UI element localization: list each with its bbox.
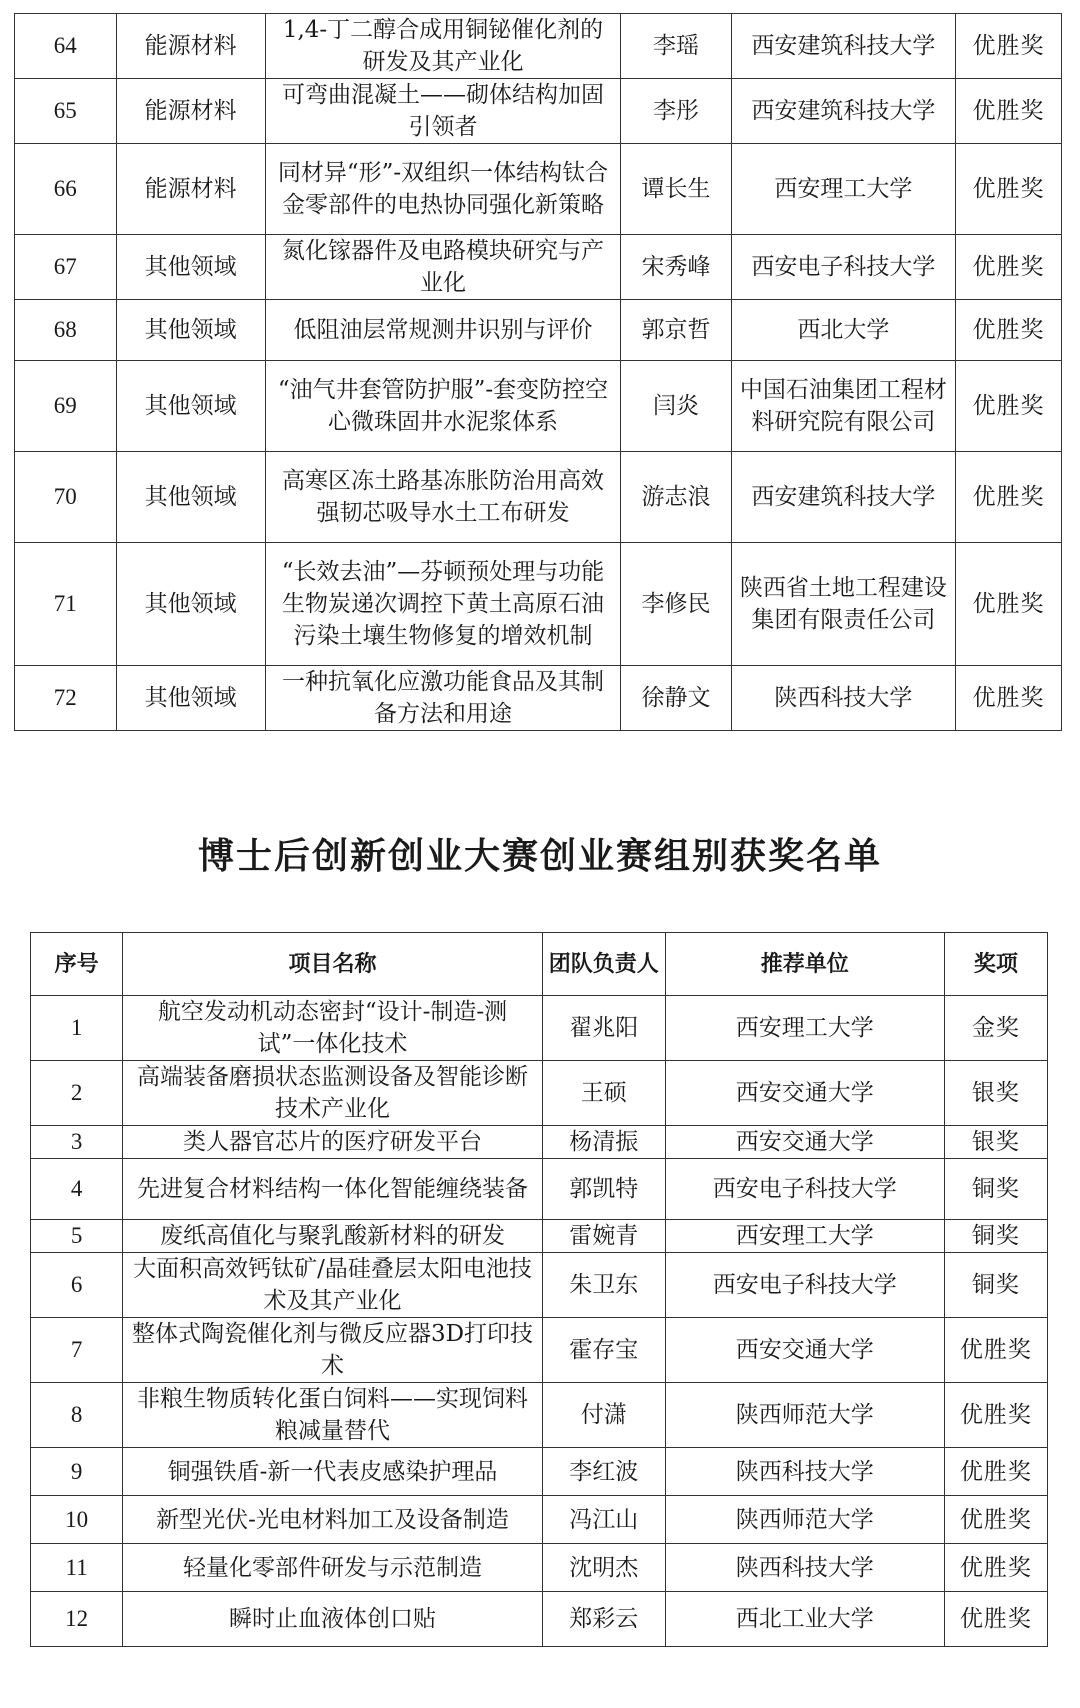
award-cell: 金奖 xyxy=(944,996,1047,1061)
leader-cell: 霍存宝 xyxy=(542,1318,665,1383)
table-row xyxy=(31,996,1048,1061)
unit-cell: 西安建筑科技大学 xyxy=(731,14,955,79)
row-number: 64 xyxy=(15,14,117,79)
award-cell: 优胜奖 xyxy=(944,1544,1047,1592)
table-row xyxy=(31,1383,1048,1448)
leader-cell: 杨清振 xyxy=(542,1126,665,1159)
table-row xyxy=(15,666,1062,731)
row-number: 67 xyxy=(15,235,117,300)
field-cell: 其他领域 xyxy=(116,235,265,300)
award-cell: 银奖 xyxy=(944,1061,1047,1126)
unit-cell: 陕西科技大学 xyxy=(665,1448,944,1496)
row-number: 71 xyxy=(15,543,117,666)
unit-cell: 陕西科技大学 xyxy=(665,1544,944,1592)
project-cell: 氮化镓器件及电路模块研究与产业化 xyxy=(265,235,621,300)
project-cell: 轻量化零部件研发与示范制造 xyxy=(123,1544,543,1592)
table-row xyxy=(15,79,1062,144)
leader-cell: 李红波 xyxy=(542,1448,665,1496)
table-header-row xyxy=(31,933,1048,996)
unit-cell: 陕西科技大学 xyxy=(731,666,955,731)
project-cell: 非粮生物质转化蛋白饲料——实现饲料粮减量替代 xyxy=(123,1383,543,1448)
award-cell: 铜奖 xyxy=(944,1253,1047,1318)
leader-cell: 李瑶 xyxy=(621,14,731,79)
table-row xyxy=(15,361,1062,452)
unit-cell: 西北大学 xyxy=(731,300,955,361)
table-row xyxy=(15,14,1062,79)
row-number: 65 xyxy=(15,79,117,144)
row-number: 8 xyxy=(31,1383,123,1448)
project-cell: 低阻油层常规测井识别与评价 xyxy=(265,300,621,361)
unit-cell: 西北工业大学 xyxy=(665,1592,944,1647)
row-number: 5 xyxy=(31,1220,123,1253)
row-number: 66 xyxy=(15,144,117,235)
award-cell: 优胜奖 xyxy=(944,1448,1047,1496)
project-cell: 铜强铁盾-新一代表皮感染护理品 xyxy=(123,1448,543,1496)
project-cell: 高寒区冻土路基冻胀防治用高效强韧芯吸导水土工布研发 xyxy=(265,452,621,543)
table-row xyxy=(15,543,1062,666)
project-cell: “长效去油”—芬顿预处理与功能生物炭递次调控下黄土高原石油污染土壤生物修复的增效机制 xyxy=(265,543,621,666)
table-row xyxy=(15,452,1062,543)
table-row xyxy=(31,1544,1048,1592)
project-cell: 航空发动机动态密封“设计-制造-测试”一体化技术 xyxy=(123,996,543,1061)
project-cell: 先进复合材料结构一体化智能缠绕装备 xyxy=(123,1159,543,1220)
table-row xyxy=(31,1061,1048,1126)
row-number: 70 xyxy=(15,452,117,543)
project-cell: 同材异“形”-双组织一体结构钛合金零部件的电热协同强化新策略 xyxy=(265,144,621,235)
field-cell: 其他领域 xyxy=(116,361,265,452)
table-row xyxy=(15,300,1062,361)
table-row xyxy=(31,1253,1048,1318)
unit-cell: 西安建筑科技大学 xyxy=(731,452,955,543)
leader-cell: 朱卫东 xyxy=(542,1253,665,1318)
award-cell: 优胜奖 xyxy=(944,1496,1047,1544)
award-cell: 优胜奖 xyxy=(955,666,1061,731)
unit-cell: 西安电子科技大学 xyxy=(731,235,955,300)
header-number: 序号 xyxy=(31,933,123,996)
unit-cell: 陕西省土地工程建设集团有限责任公司 xyxy=(731,543,955,666)
table-row xyxy=(31,1126,1048,1159)
leader-cell: 游志浪 xyxy=(621,452,731,543)
table-row xyxy=(31,1448,1048,1496)
project-cell: “油气井套管防护服”-套变防控空心微珠固井水泥浆体系 xyxy=(265,361,621,452)
leader-cell: 雷婉青 xyxy=(542,1220,665,1253)
unit-cell: 西安交通大学 xyxy=(665,1318,944,1383)
award-cell: 优胜奖 xyxy=(955,452,1061,543)
unit-cell: 中国石油集团工程材料研究院有限公司 xyxy=(731,361,955,452)
field-cell: 能源材料 xyxy=(116,144,265,235)
project-cell: 瞬时止血液体创口贴 xyxy=(123,1592,543,1647)
field-cell: 其他领域 xyxy=(116,300,265,361)
award-cell: 优胜奖 xyxy=(944,1592,1047,1647)
leader-cell: 沈明杰 xyxy=(542,1544,665,1592)
unit-cell: 西安交通大学 xyxy=(665,1126,944,1159)
award-cell: 优胜奖 xyxy=(955,79,1061,144)
field-cell: 其他领域 xyxy=(116,452,265,543)
row-number: 11 xyxy=(31,1544,123,1592)
project-cell: 可弯曲混凝土——砌体结构加固引领者 xyxy=(265,79,621,144)
award-cell: 优胜奖 xyxy=(955,14,1061,79)
unit-cell: 西安理工大学 xyxy=(665,1220,944,1253)
award-cell: 银奖 xyxy=(944,1126,1047,1159)
leader-cell: 王硕 xyxy=(542,1061,665,1126)
leader-cell: 李修民 xyxy=(621,543,731,666)
field-cell: 能源材料 xyxy=(116,14,265,79)
unit-cell: 陕西师范大学 xyxy=(665,1383,944,1448)
leader-cell: 李彤 xyxy=(621,79,731,144)
table-row xyxy=(31,1592,1048,1647)
row-number: 3 xyxy=(31,1126,123,1159)
header-unit: 推荐单位 xyxy=(665,933,944,996)
project-cell: 1,4-丁二醇合成用铜铋催化剂的研发及其产业化 xyxy=(265,14,621,79)
leader-cell: 郑彩云 xyxy=(542,1592,665,1647)
award-cell: 优胜奖 xyxy=(955,235,1061,300)
leader-cell: 冯江山 xyxy=(542,1496,665,1544)
row-number: 7 xyxy=(31,1318,123,1383)
row-number: 12 xyxy=(31,1592,123,1647)
row-number: 2 xyxy=(31,1061,123,1126)
project-cell: 新型光伏-光电材料加工及设备制造 xyxy=(123,1496,543,1544)
row-number: 10 xyxy=(31,1496,123,1544)
row-number: 68 xyxy=(15,300,117,361)
leader-cell: 闫炎 xyxy=(621,361,731,452)
leader-cell: 郭凯特 xyxy=(542,1159,665,1220)
startup-awards-table xyxy=(30,932,1048,1647)
project-cell: 一种抗氧化应激功能食品及其制备方法和用途 xyxy=(265,666,621,731)
award-cell: 优胜奖 xyxy=(955,361,1061,452)
unit-cell: 陕西师范大学 xyxy=(665,1496,944,1544)
row-number: 72 xyxy=(15,666,117,731)
award-cell: 铜奖 xyxy=(944,1159,1047,1220)
unit-cell: 西安建筑科技大学 xyxy=(731,79,955,144)
award-cell: 优胜奖 xyxy=(955,300,1061,361)
unit-cell: 西安电子科技大学 xyxy=(665,1159,944,1220)
project-cell: 废纸高值化与聚乳酸新材料的研发 xyxy=(123,1220,543,1253)
field-cell: 能源材料 xyxy=(116,79,265,144)
project-cell: 类人器官芯片的医疗研发平台 xyxy=(123,1126,543,1159)
section-title: 博士后创新创业大赛创业赛组别获奖名单 xyxy=(197,835,882,877)
table-row xyxy=(31,1318,1048,1383)
project-cell: 高端装备磨损状态监测设备及智能诊断技术产业化 xyxy=(123,1061,543,1126)
leader-cell: 翟兆阳 xyxy=(542,996,665,1061)
award-cell: 优胜奖 xyxy=(955,144,1061,235)
leader-cell: 付潇 xyxy=(542,1383,665,1448)
awards-table-continued xyxy=(14,13,1062,731)
table-row xyxy=(15,144,1062,235)
unit-cell: 西安理工大学 xyxy=(731,144,955,235)
field-cell: 其他领域 xyxy=(116,666,265,731)
award-cell: 铜奖 xyxy=(944,1220,1047,1253)
award-cell: 优胜奖 xyxy=(955,543,1061,666)
award-cell: 优胜奖 xyxy=(944,1383,1047,1448)
row-number: 1 xyxy=(31,996,123,1061)
table-row xyxy=(31,1159,1048,1220)
unit-cell: 西安交通大学 xyxy=(665,1061,944,1126)
field-cell: 其他领域 xyxy=(116,543,265,666)
table-row xyxy=(15,235,1062,300)
award-cell: 优胜奖 xyxy=(944,1318,1047,1383)
table-row xyxy=(31,1496,1048,1544)
unit-cell: 西安理工大学 xyxy=(665,996,944,1061)
table-row xyxy=(31,1220,1048,1253)
project-cell: 整体式陶瓷催化剂与微反应器3D打印技术 xyxy=(123,1318,543,1383)
header-award: 奖项 xyxy=(944,933,1047,996)
leader-cell: 谭长生 xyxy=(621,144,731,235)
header-project: 项目名称 xyxy=(123,933,543,996)
row-number: 4 xyxy=(31,1159,123,1220)
header-leader: 团队负责人 xyxy=(542,933,665,996)
row-number: 9 xyxy=(31,1448,123,1496)
row-number: 69 xyxy=(15,361,117,452)
leader-cell: 郭京哲 xyxy=(621,300,731,361)
leader-cell: 徐静文 xyxy=(621,666,731,731)
leader-cell: 宋秀峰 xyxy=(621,235,731,300)
project-cell: 大面积高效钙钛矿/晶硅叠层太阳电池技术及其产业化 xyxy=(123,1253,543,1318)
row-number: 6 xyxy=(31,1253,123,1318)
unit-cell: 西安电子科技大学 xyxy=(665,1253,944,1318)
